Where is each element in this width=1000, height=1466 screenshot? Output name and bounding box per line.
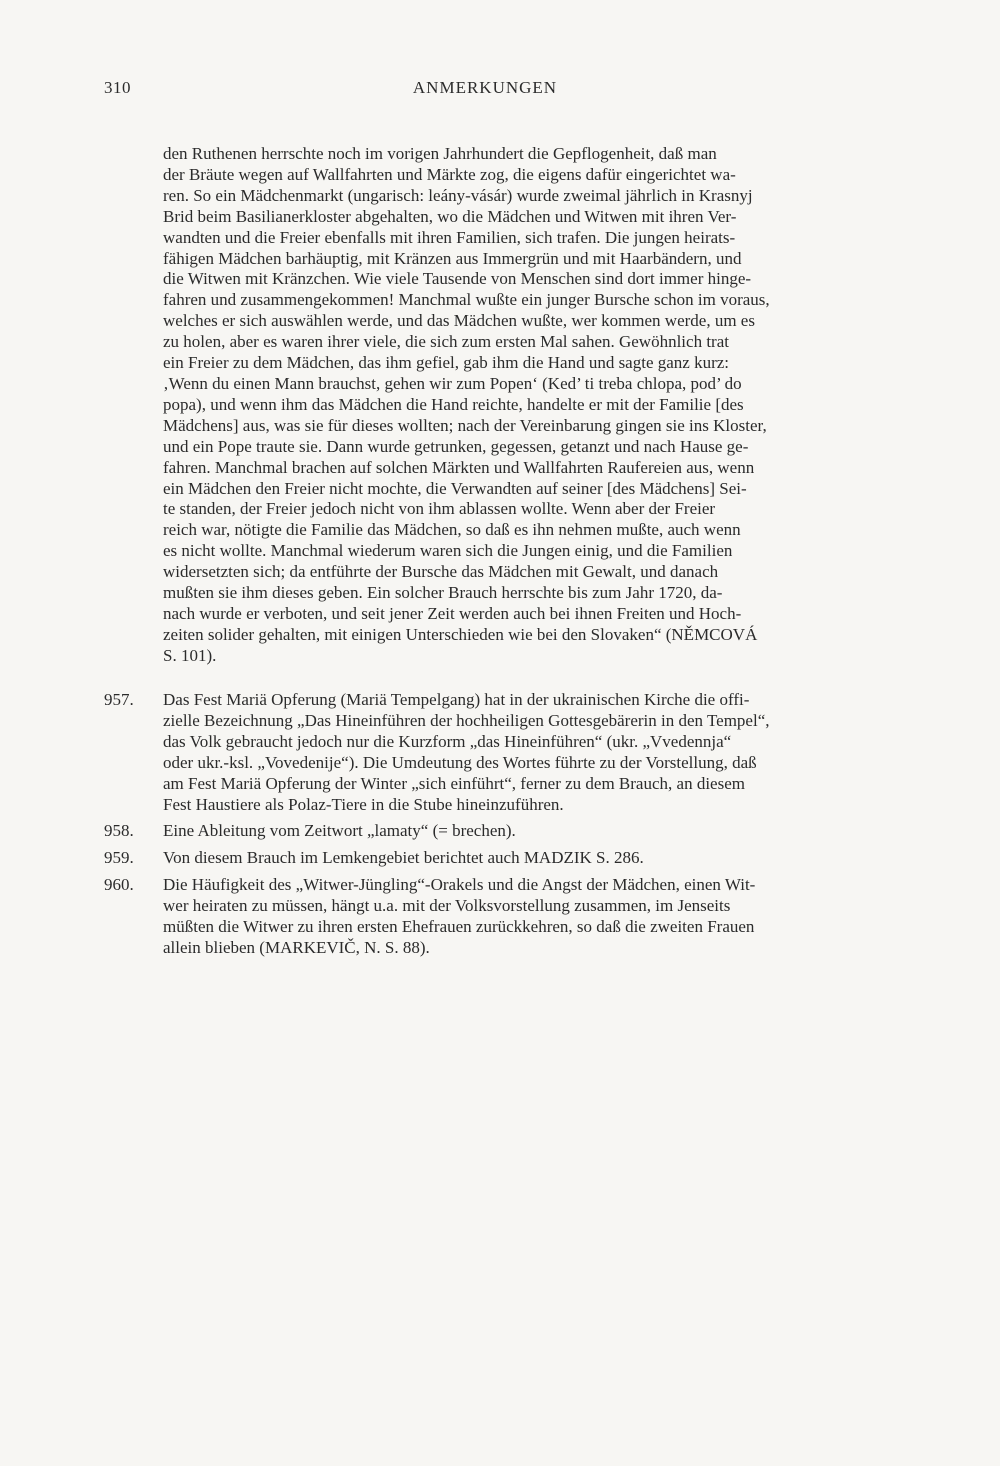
- text-line: der Bräute wegen auf Wallfahrten und Märkte zog, die eigens dafür eingerichtet wa-: [163, 164, 736, 184]
- text-line: fahren. Manchmal brachen auf solchen Märkten und Wallfahrten Raufereien aus, wenn: [163, 457, 755, 477]
- text-line: Brid beim Basilianerkloster abgehalten, wo die Mädchen und Witwen mit ihren Ver-: [163, 206, 737, 226]
- text-line: mußten sie ihm dieses geben. Ein solcher Brauch herrschte bis zum Jahr 1720, da-: [163, 583, 723, 603]
- text-line: S. 101).: [163, 645, 217, 665]
- text-line: ren. So ein Mädchenmarkt (ungarisch: leány-vásár) wurde zweimal jährlich in Krasnyj: [163, 185, 753, 205]
- note-number: 959.: [104, 848, 134, 868]
- text-line: reich war, nötigte die Familie das Mädchen, so daß es ihn nehmen mußte, auch wenn: [163, 520, 741, 540]
- text-line: den Ruthenen herrschte noch im vorigen Jahrhundert die Gepflogenheit, daß man: [163, 144, 717, 163]
- text-line: nach wurde er verboten, und seit jener Zeit werden auch bei ihnen Freiten und Hoch-: [163, 603, 742, 623]
- note-text: [163, 821, 894, 842]
- text-line: zielle Bezeichnung „Das Hineinführen der hochheiligen Gottesgebärerin in den Tempel“,: [163, 710, 770, 730]
- text-line: Fest Haustiere als Polaz-Tiere in die Stube hineinzuführen.: [163, 794, 564, 814]
- note-text: [163, 848, 894, 869]
- text-line: te standen, der Freier jedoch nicht von ihm ablassen wollte. Wenn aber der Freier: [163, 499, 716, 519]
- text-line: allein blieben (MARKEVIČ, N. S. 88).: [163, 937, 430, 957]
- note-text: [163, 875, 894, 959]
- text-line: oder ukr.-ksl. „Vovedenije“). Die Umdeutung des Wortes führte zu der Vorstellung, daß: [163, 752, 757, 772]
- text-line: Eine Ableitung vom Zeitwort „lamaty“ (= brechen).: [163, 821, 516, 841]
- text-line: es nicht wollte. Manchmal wiederum waren sich die Jungen einig, und die Familien: [163, 541, 733, 561]
- note-959: [104, 848, 894, 869]
- note-958: [104, 821, 894, 842]
- note-number: 960.: [104, 875, 134, 895]
- note-number: 957.: [104, 690, 134, 709]
- text-line: Die Häufigkeit des „Witwer-Jüngling“-Orakels und die Angst der Mädchen, einen Wit-: [163, 875, 756, 895]
- text-line: welches er sich auswählen werde, und das Mädchen wußte, wer kommen werde, um es: [163, 311, 755, 331]
- text-line: Von diesem Brauch im Lemkengebiet berichtet auch MADZIK S. 286.: [163, 848, 644, 868]
- note-number: 958.: [104, 821, 134, 841]
- note-text: [163, 690, 894, 815]
- text-line: das Volk gebraucht jedoch nur die Kurzform „das Hineinführen“ (ukr. „Vvedennja“: [163, 731, 732, 751]
- note-960: [104, 875, 894, 959]
- text-line: fahren und zusammengekommen! Manchmal wußte ein junger Bursche schon im voraus,: [163, 290, 770, 310]
- text-line: ein Freier zu dem Mädchen, das ihm gefiel, gab ihm die Hand und sagte ganz kurz:: [163, 353, 730, 373]
- text-line: ein Mädchen den Freier nicht mochte, die Verwandten auf seiner [des Mädchens] Sei-: [163, 478, 747, 498]
- text-line: Mädchens] aus, was sie für dieses wollten; nach der Vereinbarung gingen sie ins Kloster,: [163, 415, 767, 435]
- text-line: popa), und wenn ihm das Mädchen die Hand reichte, handelte er mit der Familie [des: [163, 394, 744, 414]
- text-line: und ein Pope traute sie. Dann wurde getrunken, gegessen, getanzt und nach Hause ge-: [163, 436, 749, 456]
- page-number: 310: [104, 78, 131, 97]
- text-line: Das Fest Mariä Opferung (Mariä Tempelgang) hat in der ukrainischen Kirche die offi-: [163, 690, 750, 709]
- text-line: wandten und die Freier ebenfalls mit ihren Familien, sich trafen. Die jungen heirats-: [163, 227, 736, 247]
- text-line: ‚Wenn du einen Mann brauchst, gehen wir zum Popen‘ (Ked’ ti treba chlopa, pod’ do: [163, 373, 742, 393]
- notes-list: [104, 690, 894, 965]
- text-line: zeiten solider gehalten, mit einigen Unterschieden wie bei den Slovaken“ (NĚMCOVÁ: [163, 624, 758, 644]
- text-line: die Witwen mit Kränzchen. Wie viele Tausende von Menschen sind dort immer hinge-: [163, 269, 752, 289]
- running-head: ANMERKUNGEN: [412, 78, 558, 97]
- text-line: wer heiraten zu müssen, hängt u.a. mit der Volksvorstellung zusammen, im Jenseits: [163, 896, 731, 916]
- text-line: fähigen Mädchen barhäuptig, mit Kränzen aus Immergrün und mit Haarbändern, und: [163, 248, 742, 268]
- text-line: am Fest Mariä Opferung der Winter „sich einführt“, ferner zu dem Brauch, an diesem: [163, 773, 745, 793]
- note-957: [104, 690, 894, 815]
- text-line: zu holen, aber es waren ihrer viele, die sich zum ersten Mal sahen. Gewöhnlich trat: [163, 332, 729, 352]
- continuation-paragraph: [163, 144, 893, 667]
- text-line: müßten die Witwer zu ihren ersten Ehefrauen zurückkehren, so daß die zweiten Frauen: [163, 917, 755, 937]
- text-line: widersetzten sich; da entführte der Bursche das Mädchen mit Gewalt, und danach: [163, 562, 719, 582]
